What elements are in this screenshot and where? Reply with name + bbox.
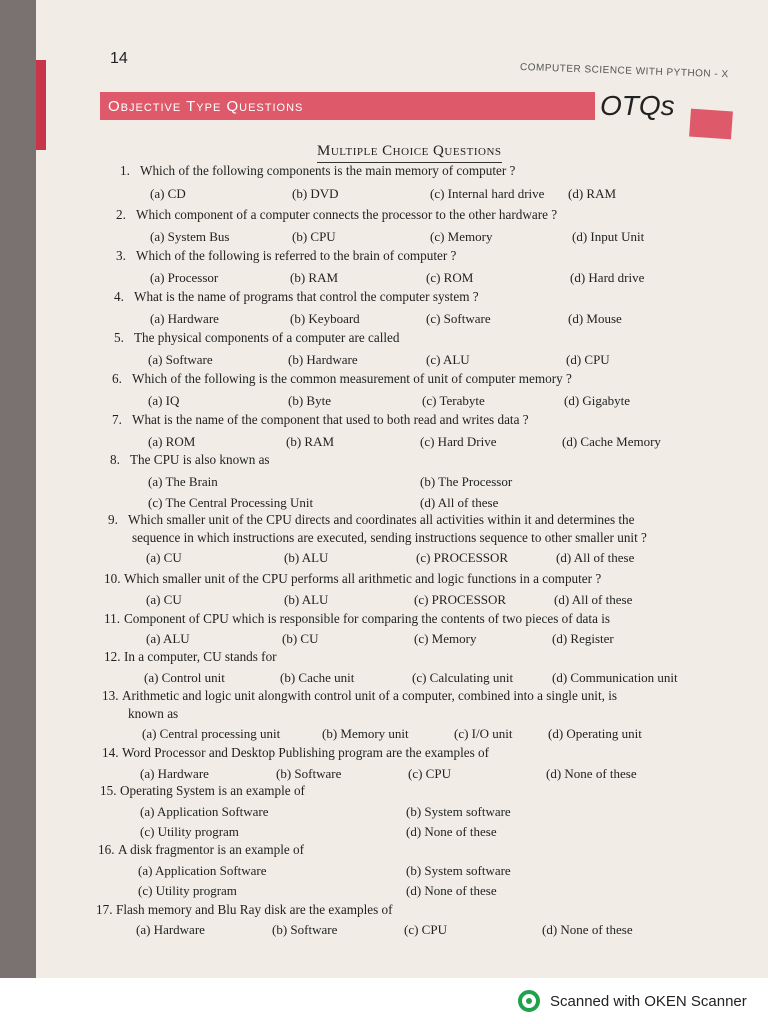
question-number: 12. [104,649,121,664]
oken-scanner-logo-icon [518,990,540,1012]
question-13 [102,688,617,704]
option-d: (d) All of these [420,495,499,510]
question-number: 1. [120,163,130,178]
option-a: (a) Hardware [136,922,205,937]
option-d: (d) CPU [566,352,610,367]
scanner-watermark [518,990,747,1012]
question-number: 16. [98,842,115,857]
question-14 [102,745,489,761]
option-d: (d) Register [552,631,614,646]
option-b: (b) DVD [292,186,339,201]
question-text-continued: known as [128,706,179,721]
option-d: (d) Mouse [568,311,622,326]
otq-accent-box [689,109,733,140]
question-number: 7. [112,412,122,427]
question-number: 9. [108,512,118,527]
option-b: (b) Keyboard [290,311,360,326]
option-a: (a) CU [146,550,182,565]
option-d: (d) All of these [556,550,635,565]
question-10 [104,571,601,587]
section-title: Multiple Choice Questions [317,143,502,163]
option-b: (b) Memory unit [322,726,409,741]
option-d: (d) Input Unit [572,229,645,244]
option-a: (a) Hardware [140,766,209,781]
option-c: (c) Terabyte [422,393,485,408]
option-b: (b) Cache unit [280,670,355,685]
option-b: (b) The Processor [420,474,513,489]
question-number: 14. [102,745,119,760]
question-number: 11. [104,611,120,626]
option-a: (a) Application Software [140,804,269,819]
question-text: Which component of a computer connects the processor to the other hardware ? [136,207,558,222]
question-11 [104,611,610,627]
option-c: (c) Utility program [138,883,237,898]
option-a: (a) Application Software [138,863,267,878]
option-c: (c) CPU [408,766,451,781]
option-c: (c) ROM [426,270,474,285]
question-text: In a computer, CU stands for [124,649,277,664]
option-c: (c) Software [426,311,491,326]
page-edge-mark [36,60,46,150]
option-c: (c) Calculating unit [412,670,514,685]
option-b: (b) System software [406,804,511,819]
option-d: (d) Hard drive [570,270,645,285]
question-number: 2. [116,207,126,222]
question-text: The CPU is also known as [130,452,270,467]
option-d: (d) None of these [542,922,633,937]
option-d: (d) Gigabyte [564,393,631,408]
option-a: (a) CD [150,186,186,201]
question-text: Which of the following is the common measurement of unit of computer memory ? [132,371,572,386]
option-a: (a) System Bus [150,229,230,244]
option-b: (b) ALU [284,592,329,607]
otq-label: OTQs [600,90,675,121]
question-text: Arithmetic and logic unit alongwith control unit of a computer, combined into a single unit, is [122,688,618,703]
objective-banner [100,92,595,120]
question-15 [100,783,305,799]
option-d: (d) None of these [406,883,497,898]
option-c: (c) Memory [414,631,477,646]
question-text: The physical components of a computer are called [134,330,400,345]
question-text-continued: sequence in which instructions are executed, sending instructions sequence to other smaller unit ? [132,530,647,545]
question-text: What is the name of programs that control the computer system ? [134,289,479,304]
question-12 [104,649,277,665]
option-b: (b) Software [276,766,342,781]
option-d: (d) All of these [554,592,633,607]
question-text: A disk fragmentor is an example of [118,842,305,857]
option-b: (b) CPU [292,229,336,244]
question-text: What is the name of the component that used to both read and writes data ? [132,412,529,427]
option-a: (a) Hardware [150,311,219,326]
option-c: (c) Internal hard drive [430,186,545,201]
option-a: (a) The Brain [148,474,218,489]
question-text: Component of CPU which is responsible for comparing the contents of two pieces of data is [124,611,611,626]
option-d: (d) None of these [406,824,497,839]
question-text: Flash memory and Blu Ray disk are the examples of [116,902,393,917]
question-text: Which smaller unit of the CPU directs and coordinates all activities within it and determines the [128,512,635,527]
question-number: 6. [112,371,122,386]
option-c: (c) PROCESSOR [414,592,507,607]
question-3 [116,248,456,264]
banner-title: Objective Type Questions [108,98,304,115]
option-a: (a) CU [146,592,182,607]
option-a: (a) Control unit [144,670,225,685]
option-b: (b) RAM [290,270,339,285]
question-number: 8. [110,452,120,467]
question-number: 17. [96,902,113,917]
option-b: (b) CU [282,631,319,646]
option-a: (a) ALU [146,631,190,646]
question-8 [110,452,270,468]
question-16 [98,842,304,858]
option-c: (c) Hard Drive [420,434,497,449]
question-text: Which smaller unit of the CPU performs all arithmetic and logic functions in a computer ? [124,571,602,586]
question-17 [96,902,393,918]
option-b: (b) ALU [284,550,329,565]
option-d: (d) None of these [546,766,637,781]
option-c: (c) Utility program [140,824,239,839]
question-text: Which of the following components is the main memory of computer ? [140,163,516,178]
option-d: (d) RAM [568,186,617,201]
option-c: (c) CPU [404,922,447,937]
option-c: (c) The Central Processing Unit [148,495,314,510]
question-number: 4. [114,289,124,304]
option-b: (b) RAM [286,434,335,449]
option-b: (b) System software [406,863,511,878]
question-text: Word Processor and Desktop Publishing program are the examples of [122,745,490,760]
question-number: 5. [114,330,124,345]
option-a: (a) IQ [148,393,180,408]
page-number: 14 [110,50,128,67]
option-b: (b) Hardware [288,352,358,367]
option-d: (d) Communication unit [552,670,678,685]
option-a: (a) Software [148,352,213,367]
question-4 [114,289,479,305]
option-c: (c) Memory [430,229,493,244]
question-9 [108,512,635,528]
scan-background-edge [0,0,36,1024]
option-a: (a) Processor [150,270,219,285]
question-number: 15. [100,783,117,798]
scanner-text: Scanned with OKEN Scanner [550,992,747,1010]
option-c: (c) ALU [426,352,470,367]
option-b: (b) Software [272,922,338,937]
option-b: (b) Byte [288,393,331,408]
question-number: 10. [104,571,121,586]
question-text: Operating System is an example of [120,783,305,798]
question-7 [112,412,529,428]
option-c: (c) I/O unit [454,726,513,741]
question-2 [116,207,557,223]
question-5 [114,330,399,346]
option-a: (a) Central processing unit [142,726,281,741]
option-d: (d) Operating unit [548,726,642,741]
question-number: 3. [116,248,126,263]
question-number: 13. [102,688,119,703]
question-6 [112,371,572,387]
option-a: (a) ROM [148,434,196,449]
running-header: COMPUTER SCIENCE WITH PYTHON - X [519,62,729,81]
question-text: Which of the following is referred to the brain of computer ? [136,248,457,263]
question-1 [120,163,515,179]
option-c: (c) PROCESSOR [416,550,509,565]
option-d: (d) Cache Memory [562,434,661,449]
